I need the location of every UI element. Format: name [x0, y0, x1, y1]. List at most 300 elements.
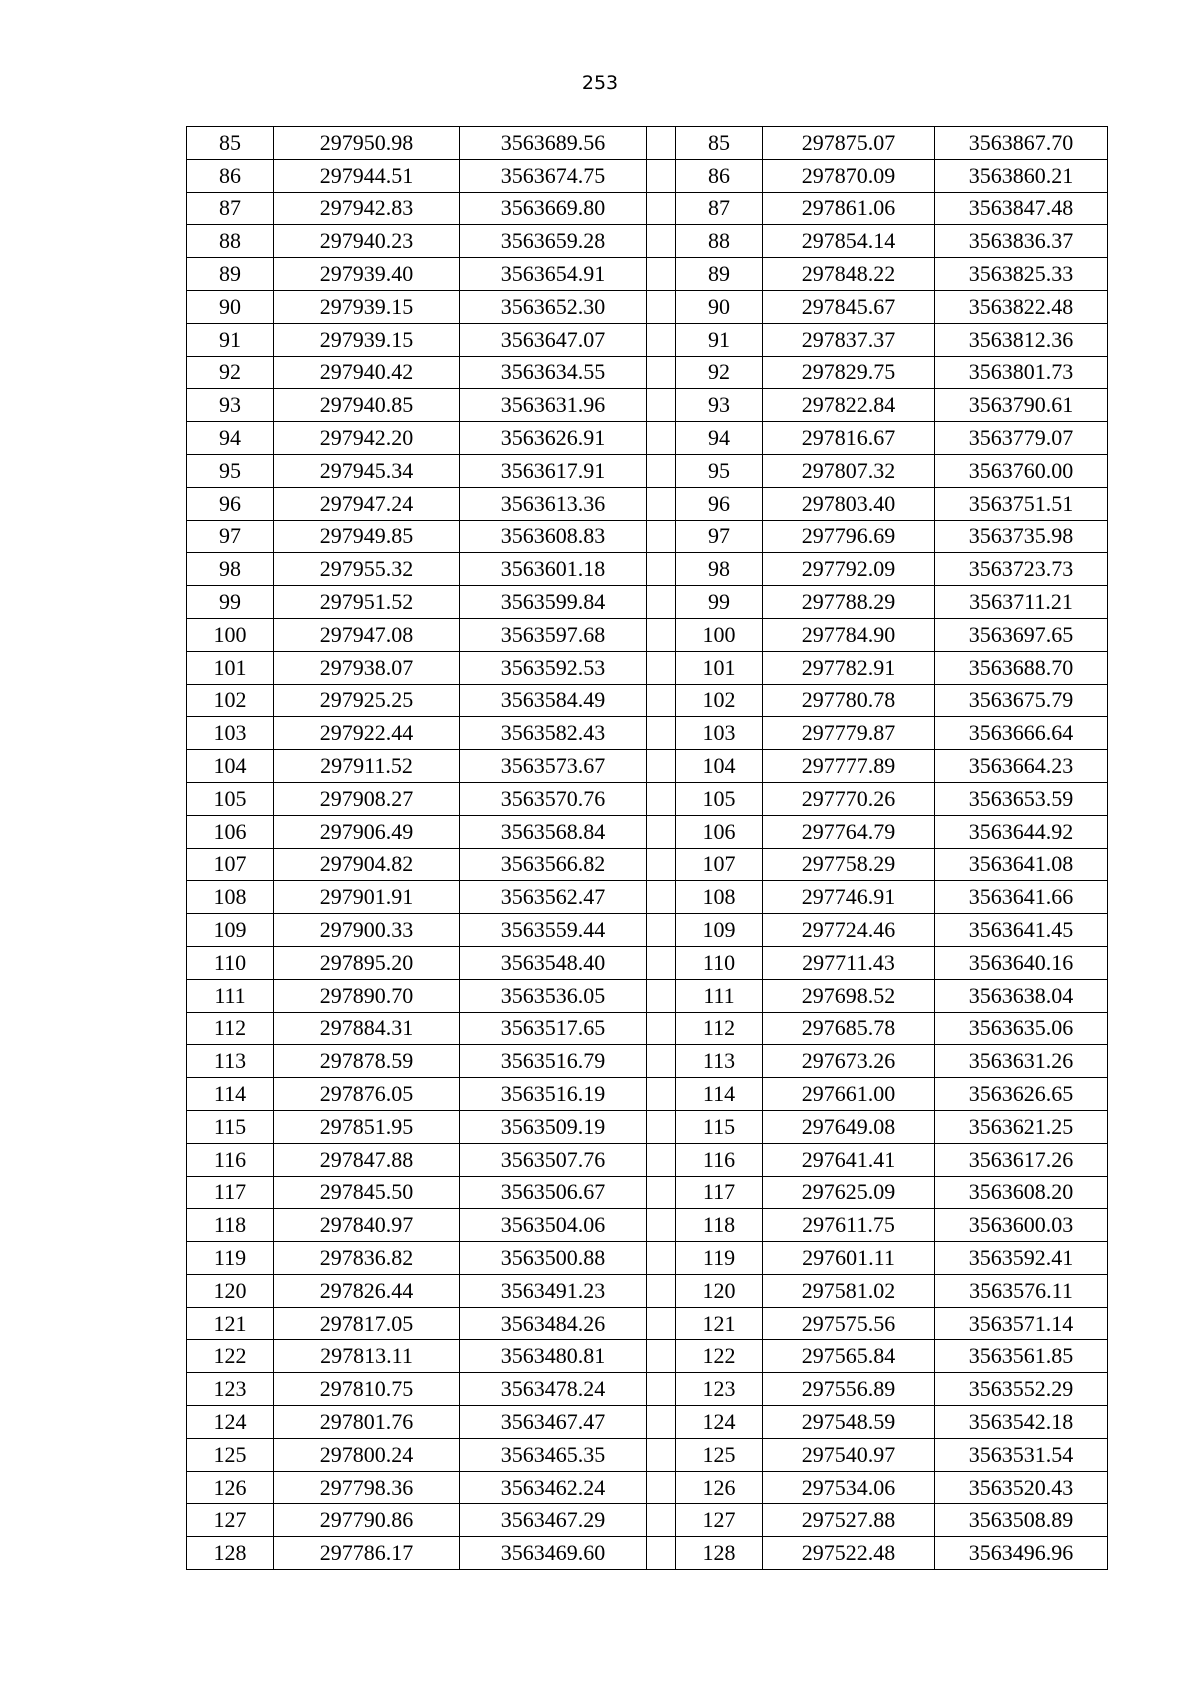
- right-y-coordinate-cell: 3563664.23: [935, 750, 1108, 783]
- table-row: [187, 1012, 1108, 1045]
- right-y-coordinate-cell: 3563836.37: [935, 225, 1108, 258]
- spacer-cell: [647, 1438, 676, 1471]
- left-point-number-cell: 119: [187, 1242, 274, 1275]
- right-y-coordinate-cell: 3563812.36: [935, 323, 1108, 356]
- spacer-cell: [647, 422, 676, 455]
- right-y-coordinate-cell: 3563520.43: [935, 1471, 1108, 1504]
- left-x-coordinate-cell: 297817.05: [274, 1307, 460, 1340]
- right-point-number-cell: 118: [676, 1209, 763, 1242]
- left-x-coordinate-cell: 297901.91: [274, 881, 460, 914]
- left-point-number-cell: 122: [187, 1340, 274, 1373]
- right-x-coordinate-cell: 297782.91: [763, 651, 935, 684]
- left-point-number-cell: 117: [187, 1176, 274, 1209]
- right-x-coordinate-cell: 297611.75: [763, 1209, 935, 1242]
- left-y-coordinate-cell: 3563652.30: [460, 290, 647, 323]
- left-point-number-cell: 121: [187, 1307, 274, 1340]
- spacer-cell: [647, 159, 676, 192]
- left-point-number-cell: 101: [187, 651, 274, 684]
- left-y-coordinate-cell: 3563599.84: [460, 586, 647, 619]
- coordinates-table: [186, 126, 1108, 1570]
- table-row: [187, 1110, 1108, 1143]
- right-x-coordinate-cell: 297711.43: [763, 946, 935, 979]
- right-y-coordinate-cell: 3563631.26: [935, 1045, 1108, 1078]
- right-point-number-cell: 108: [676, 881, 763, 914]
- left-point-number-cell: 111: [187, 979, 274, 1012]
- right-y-coordinate-cell: 3563531.54: [935, 1438, 1108, 1471]
- left-y-coordinate-cell: 3563516.79: [460, 1045, 647, 1078]
- left-y-coordinate-cell: 3563480.81: [460, 1340, 647, 1373]
- spacer-cell: [647, 1209, 676, 1242]
- left-x-coordinate-cell: 297955.32: [274, 553, 460, 586]
- spacer-cell: [647, 258, 676, 291]
- table-row: [187, 1242, 1108, 1275]
- spacer-cell: [647, 290, 676, 323]
- left-y-coordinate-cell: 3563559.44: [460, 914, 647, 947]
- right-x-coordinate-cell: 297661.00: [763, 1078, 935, 1111]
- left-y-coordinate-cell: 3563516.19: [460, 1078, 647, 1111]
- left-point-number-cell: 86: [187, 159, 274, 192]
- left-x-coordinate-cell: 297942.20: [274, 422, 460, 455]
- left-point-number-cell: 110: [187, 946, 274, 979]
- left-point-number-cell: 113: [187, 1045, 274, 1078]
- left-x-coordinate-cell: 297944.51: [274, 159, 460, 192]
- right-point-number-cell: 107: [676, 848, 763, 881]
- left-point-number-cell: 102: [187, 684, 274, 717]
- left-y-coordinate-cell: 3563467.29: [460, 1504, 647, 1537]
- right-y-coordinate-cell: 3563825.33: [935, 258, 1108, 291]
- table-row: [187, 520, 1108, 553]
- left-point-number-cell: 116: [187, 1143, 274, 1176]
- right-x-coordinate-cell: 297641.41: [763, 1143, 935, 1176]
- left-x-coordinate-cell: 297939.15: [274, 290, 460, 323]
- left-y-coordinate-cell: 3563491.23: [460, 1274, 647, 1307]
- right-x-coordinate-cell: 297625.09: [763, 1176, 935, 1209]
- right-y-coordinate-cell: 3563644.92: [935, 815, 1108, 848]
- right-y-coordinate-cell: 3563867.70: [935, 127, 1108, 160]
- left-point-number-cell: 115: [187, 1110, 274, 1143]
- right-point-number-cell: 91: [676, 323, 763, 356]
- left-y-coordinate-cell: 3563467.47: [460, 1406, 647, 1439]
- right-y-coordinate-cell: 3563600.03: [935, 1209, 1108, 1242]
- spacer-cell: [647, 586, 676, 619]
- left-x-coordinate-cell: 297940.42: [274, 356, 460, 389]
- spacer-cell: [647, 946, 676, 979]
- left-y-coordinate-cell: 3563469.60: [460, 1537, 647, 1570]
- right-point-number-cell: 124: [676, 1406, 763, 1439]
- left-y-coordinate-cell: 3563617.91: [460, 454, 647, 487]
- right-x-coordinate-cell: 297527.88: [763, 1504, 935, 1537]
- left-point-number-cell: 90: [187, 290, 274, 323]
- right-y-coordinate-cell: 3563653.59: [935, 782, 1108, 815]
- right-point-number-cell: 122: [676, 1340, 763, 1373]
- left-y-coordinate-cell: 3563568.84: [460, 815, 647, 848]
- right-x-coordinate-cell: 297870.09: [763, 159, 935, 192]
- left-x-coordinate-cell: 297847.88: [274, 1143, 460, 1176]
- left-point-number-cell: 108: [187, 881, 274, 914]
- left-x-coordinate-cell: 297878.59: [274, 1045, 460, 1078]
- right-point-number-cell: 90: [676, 290, 763, 323]
- spacer-cell: [647, 520, 676, 553]
- table-row: [187, 815, 1108, 848]
- right-x-coordinate-cell: 297565.84: [763, 1340, 935, 1373]
- left-point-number-cell: 89: [187, 258, 274, 291]
- table-row: [187, 1340, 1108, 1373]
- left-y-coordinate-cell: 3563634.55: [460, 356, 647, 389]
- left-point-number-cell: 124: [187, 1406, 274, 1439]
- left-point-number-cell: 91: [187, 323, 274, 356]
- left-x-coordinate-cell: 297900.33: [274, 914, 460, 947]
- table-row: [187, 914, 1108, 947]
- spacer-cell: [647, 815, 676, 848]
- left-point-number-cell: 107: [187, 848, 274, 881]
- table-row: [187, 618, 1108, 651]
- right-y-coordinate-cell: 3563641.08: [935, 848, 1108, 881]
- right-point-number-cell: 126: [676, 1471, 763, 1504]
- left-y-coordinate-cell: 3563536.05: [460, 979, 647, 1012]
- right-y-coordinate-cell: 3563621.25: [935, 1110, 1108, 1143]
- left-point-number-cell: 128: [187, 1537, 274, 1570]
- right-y-coordinate-cell: 3563688.70: [935, 651, 1108, 684]
- table-row: [187, 389, 1108, 422]
- left-x-coordinate-cell: 297947.08: [274, 618, 460, 651]
- right-y-coordinate-cell: 3563617.26: [935, 1143, 1108, 1176]
- left-point-number-cell: 118: [187, 1209, 274, 1242]
- table-row: [187, 422, 1108, 455]
- spacer-cell: [647, 1537, 676, 1570]
- right-x-coordinate-cell: 297780.78: [763, 684, 935, 717]
- left-x-coordinate-cell: 297911.52: [274, 750, 460, 783]
- table-row: [187, 717, 1108, 750]
- left-y-coordinate-cell: 3563465.35: [460, 1438, 647, 1471]
- table-row: [187, 323, 1108, 356]
- right-x-coordinate-cell: 297854.14: [763, 225, 935, 258]
- table-row: [187, 1504, 1108, 1537]
- right-point-number-cell: 127: [676, 1504, 763, 1537]
- right-point-number-cell: 87: [676, 192, 763, 225]
- left-point-number-cell: 85: [187, 127, 274, 160]
- right-y-coordinate-cell: 3563666.64: [935, 717, 1108, 750]
- left-point-number-cell: 94: [187, 422, 274, 455]
- spacer-cell: [647, 979, 676, 1012]
- right-point-number-cell: 111: [676, 979, 763, 1012]
- left-point-number-cell: 123: [187, 1373, 274, 1406]
- right-x-coordinate-cell: 297548.59: [763, 1406, 935, 1439]
- table-row: [187, 586, 1108, 619]
- right-y-coordinate-cell: 3563675.79: [935, 684, 1108, 717]
- left-y-coordinate-cell: 3563689.56: [460, 127, 647, 160]
- right-point-number-cell: 104: [676, 750, 763, 783]
- right-x-coordinate-cell: 297575.56: [763, 1307, 935, 1340]
- left-x-coordinate-cell: 297939.40: [274, 258, 460, 291]
- right-point-number-cell: 106: [676, 815, 763, 848]
- right-point-number-cell: 103: [676, 717, 763, 750]
- spacer-cell: [647, 225, 676, 258]
- table-row: [187, 553, 1108, 586]
- right-point-number-cell: 128: [676, 1537, 763, 1570]
- spacer-cell: [647, 684, 676, 717]
- right-point-number-cell: 123: [676, 1373, 763, 1406]
- left-x-coordinate-cell: 297810.75: [274, 1373, 460, 1406]
- spacer-cell: [647, 1242, 676, 1275]
- left-x-coordinate-cell: 297940.23: [274, 225, 460, 258]
- coordinates-table-body: [187, 127, 1108, 1570]
- right-x-coordinate-cell: 297770.26: [763, 782, 935, 815]
- table-row: [187, 159, 1108, 192]
- left-x-coordinate-cell: 297826.44: [274, 1274, 460, 1307]
- left-y-coordinate-cell: 3563608.83: [460, 520, 647, 553]
- table-row: [187, 848, 1108, 881]
- right-point-number-cell: 101: [676, 651, 763, 684]
- left-y-coordinate-cell: 3563504.06: [460, 1209, 647, 1242]
- left-x-coordinate-cell: 297940.85: [274, 389, 460, 422]
- left-x-coordinate-cell: 297922.44: [274, 717, 460, 750]
- right-x-coordinate-cell: 297746.91: [763, 881, 935, 914]
- table-row: [187, 750, 1108, 783]
- left-y-coordinate-cell: 3563669.80: [460, 192, 647, 225]
- left-x-coordinate-cell: 297945.34: [274, 454, 460, 487]
- right-x-coordinate-cell: 297875.07: [763, 127, 935, 160]
- left-y-coordinate-cell: 3563626.91: [460, 422, 647, 455]
- right-x-coordinate-cell: 297845.67: [763, 290, 935, 323]
- left-y-coordinate-cell: 3563500.88: [460, 1242, 647, 1275]
- right-x-coordinate-cell: 297803.40: [763, 487, 935, 520]
- left-x-coordinate-cell: 297908.27: [274, 782, 460, 815]
- table-row: [187, 356, 1108, 389]
- spacer-cell: [647, 356, 676, 389]
- spacer-cell: [647, 1504, 676, 1537]
- left-point-number-cell: 97: [187, 520, 274, 553]
- right-point-number-cell: 92: [676, 356, 763, 389]
- left-point-number-cell: 126: [187, 1471, 274, 1504]
- table-row: [187, 946, 1108, 979]
- left-x-coordinate-cell: 297890.70: [274, 979, 460, 1012]
- table-row: [187, 684, 1108, 717]
- left-point-number-cell: 114: [187, 1078, 274, 1111]
- left-y-coordinate-cell: 3563654.91: [460, 258, 647, 291]
- right-point-number-cell: 86: [676, 159, 763, 192]
- left-x-coordinate-cell: 297925.25: [274, 684, 460, 717]
- left-x-coordinate-cell: 297845.50: [274, 1176, 460, 1209]
- spacer-cell: [647, 127, 676, 160]
- right-y-coordinate-cell: 3563576.11: [935, 1274, 1108, 1307]
- right-point-number-cell: 93: [676, 389, 763, 422]
- spacer-cell: [647, 1340, 676, 1373]
- left-point-number-cell: 98: [187, 553, 274, 586]
- right-point-number-cell: 97: [676, 520, 763, 553]
- right-x-coordinate-cell: 297649.08: [763, 1110, 935, 1143]
- right-point-number-cell: 110: [676, 946, 763, 979]
- left-x-coordinate-cell: 297951.52: [274, 586, 460, 619]
- table-row: [187, 782, 1108, 815]
- left-y-coordinate-cell: 3563562.47: [460, 881, 647, 914]
- left-y-coordinate-cell: 3563674.75: [460, 159, 647, 192]
- table-row: [187, 1406, 1108, 1439]
- right-x-coordinate-cell: 297540.97: [763, 1438, 935, 1471]
- left-x-coordinate-cell: 297942.83: [274, 192, 460, 225]
- right-y-coordinate-cell: 3563496.96: [935, 1537, 1108, 1570]
- left-point-number-cell: 106: [187, 815, 274, 848]
- right-x-coordinate-cell: 297581.02: [763, 1274, 935, 1307]
- left-y-coordinate-cell: 3563570.76: [460, 782, 647, 815]
- left-y-coordinate-cell: 3563582.43: [460, 717, 647, 750]
- table-row: [187, 1438, 1108, 1471]
- spacer-cell: [647, 553, 676, 586]
- right-point-number-cell: 96: [676, 487, 763, 520]
- right-x-coordinate-cell: 297792.09: [763, 553, 935, 586]
- table-row: [187, 225, 1108, 258]
- spacer-cell: [647, 1471, 676, 1504]
- right-x-coordinate-cell: 297724.46: [763, 914, 935, 947]
- left-y-coordinate-cell: 3563597.68: [460, 618, 647, 651]
- table-row: [187, 1176, 1108, 1209]
- left-y-coordinate-cell: 3563509.19: [460, 1110, 647, 1143]
- left-x-coordinate-cell: 297851.95: [274, 1110, 460, 1143]
- left-y-coordinate-cell: 3563484.26: [460, 1307, 647, 1340]
- right-point-number-cell: 100: [676, 618, 763, 651]
- left-point-number-cell: 105: [187, 782, 274, 815]
- right-x-coordinate-cell: 297698.52: [763, 979, 935, 1012]
- table-row: [187, 258, 1108, 291]
- table-row: [187, 651, 1108, 684]
- table-row: [187, 881, 1108, 914]
- left-x-coordinate-cell: 297939.15: [274, 323, 460, 356]
- right-point-number-cell: 119: [676, 1242, 763, 1275]
- left-x-coordinate-cell: 297947.24: [274, 487, 460, 520]
- left-x-coordinate-cell: 297786.17: [274, 1537, 460, 1570]
- spacer-cell: [647, 1078, 676, 1111]
- table-row: [187, 1209, 1108, 1242]
- table-row: [187, 487, 1108, 520]
- right-y-coordinate-cell: 3563640.16: [935, 946, 1108, 979]
- right-y-coordinate-cell: 3563860.21: [935, 159, 1108, 192]
- left-point-number-cell: 103: [187, 717, 274, 750]
- left-x-coordinate-cell: 297840.97: [274, 1209, 460, 1242]
- left-point-number-cell: 120: [187, 1274, 274, 1307]
- right-point-number-cell: 113: [676, 1045, 763, 1078]
- spacer-cell: [647, 782, 676, 815]
- right-y-coordinate-cell: 3563561.85: [935, 1340, 1108, 1373]
- right-point-number-cell: 98: [676, 553, 763, 586]
- spacer-cell: [647, 717, 676, 750]
- right-point-number-cell: 109: [676, 914, 763, 947]
- left-y-coordinate-cell: 3563506.67: [460, 1176, 647, 1209]
- left-x-coordinate-cell: 297836.82: [274, 1242, 460, 1275]
- right-y-coordinate-cell: 3563641.45: [935, 914, 1108, 947]
- right-x-coordinate-cell: 297784.90: [763, 618, 935, 651]
- right-point-number-cell: 94: [676, 422, 763, 455]
- right-point-number-cell: 88: [676, 225, 763, 258]
- left-x-coordinate-cell: 297950.98: [274, 127, 460, 160]
- right-y-coordinate-cell: 3563697.65: [935, 618, 1108, 651]
- right-point-number-cell: 114: [676, 1078, 763, 1111]
- table-row: [187, 979, 1108, 1012]
- right-y-coordinate-cell: 3563847.48: [935, 192, 1108, 225]
- left-y-coordinate-cell: 3563507.76: [460, 1143, 647, 1176]
- spacer-cell: [647, 848, 676, 881]
- left-y-coordinate-cell: 3563548.40: [460, 946, 647, 979]
- left-x-coordinate-cell: 297790.86: [274, 1504, 460, 1537]
- spacer-cell: [647, 618, 676, 651]
- spacer-cell: [647, 1110, 676, 1143]
- left-x-coordinate-cell: 297813.11: [274, 1340, 460, 1373]
- left-point-number-cell: 104: [187, 750, 274, 783]
- left-point-number-cell: 100: [187, 618, 274, 651]
- left-point-number-cell: 112: [187, 1012, 274, 1045]
- right-y-coordinate-cell: 3563790.61: [935, 389, 1108, 422]
- table-row: [187, 127, 1108, 160]
- right-y-coordinate-cell: 3563571.14: [935, 1307, 1108, 1340]
- right-point-number-cell: 116: [676, 1143, 763, 1176]
- right-x-coordinate-cell: 297822.84: [763, 389, 935, 422]
- right-x-coordinate-cell: 297556.89: [763, 1373, 935, 1406]
- spacer-cell: [647, 1143, 676, 1176]
- left-x-coordinate-cell: 297801.76: [274, 1406, 460, 1439]
- right-x-coordinate-cell: 297764.79: [763, 815, 935, 848]
- right-y-coordinate-cell: 3563801.73: [935, 356, 1108, 389]
- left-point-number-cell: 92: [187, 356, 274, 389]
- right-x-coordinate-cell: 297861.06: [763, 192, 935, 225]
- left-point-number-cell: 109: [187, 914, 274, 947]
- left-y-coordinate-cell: 3563592.53: [460, 651, 647, 684]
- spacer-cell: [647, 651, 676, 684]
- right-x-coordinate-cell: 297796.69: [763, 520, 935, 553]
- right-y-coordinate-cell: 3563641.66: [935, 881, 1108, 914]
- right-y-coordinate-cell: 3563635.06: [935, 1012, 1108, 1045]
- right-point-number-cell: 89: [676, 258, 763, 291]
- spacer-cell: [647, 1045, 676, 1078]
- right-x-coordinate-cell: 297807.32: [763, 454, 935, 487]
- right-y-coordinate-cell: 3563723.73: [935, 553, 1108, 586]
- right-x-coordinate-cell: 297534.06: [763, 1471, 935, 1504]
- left-y-coordinate-cell: 3563584.49: [460, 684, 647, 717]
- left-point-number-cell: 125: [187, 1438, 274, 1471]
- spacer-cell: [647, 914, 676, 947]
- right-y-coordinate-cell: 3563760.00: [935, 454, 1108, 487]
- left-x-coordinate-cell: 297938.07: [274, 651, 460, 684]
- spacer-cell: [647, 454, 676, 487]
- left-x-coordinate-cell: 297798.36: [274, 1471, 460, 1504]
- right-y-coordinate-cell: 3563508.89: [935, 1504, 1108, 1537]
- page-number: 253: [581, 72, 619, 94]
- left-point-number-cell: 87: [187, 192, 274, 225]
- left-y-coordinate-cell: 3563613.36: [460, 487, 647, 520]
- spacer-cell: [647, 1274, 676, 1307]
- right-y-coordinate-cell: 3563542.18: [935, 1406, 1108, 1439]
- left-point-number-cell: 95: [187, 454, 274, 487]
- right-point-number-cell: 99: [676, 586, 763, 619]
- table-row: [187, 1274, 1108, 1307]
- right-point-number-cell: 115: [676, 1110, 763, 1143]
- spacer-cell: [647, 881, 676, 914]
- table-row: [187, 1471, 1108, 1504]
- spacer-cell: [647, 389, 676, 422]
- left-x-coordinate-cell: 297884.31: [274, 1012, 460, 1045]
- table-row: [187, 1537, 1108, 1570]
- right-point-number-cell: 105: [676, 782, 763, 815]
- spacer-cell: [647, 1406, 676, 1439]
- left-x-coordinate-cell: 297906.49: [274, 815, 460, 848]
- left-x-coordinate-cell: 297800.24: [274, 1438, 460, 1471]
- table-row: [187, 1045, 1108, 1078]
- left-point-number-cell: 96: [187, 487, 274, 520]
- right-y-coordinate-cell: 3563779.07: [935, 422, 1108, 455]
- left-x-coordinate-cell: 297904.82: [274, 848, 460, 881]
- right-x-coordinate-cell: 297673.26: [763, 1045, 935, 1078]
- left-y-coordinate-cell: 3563566.82: [460, 848, 647, 881]
- left-y-coordinate-cell: 3563478.24: [460, 1373, 647, 1406]
- left-y-coordinate-cell: 3563647.07: [460, 323, 647, 356]
- left-x-coordinate-cell: 297949.85: [274, 520, 460, 553]
